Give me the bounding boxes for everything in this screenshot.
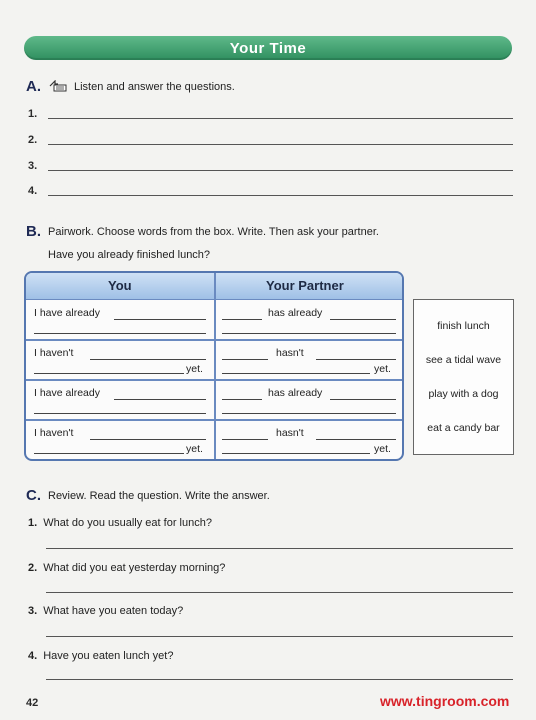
answer-number-4: 4. bbox=[28, 185, 38, 197]
word-box bbox=[413, 299, 514, 455]
answer-line-c1[interactable] bbox=[46, 548, 513, 549]
blank-line[interactable] bbox=[222, 359, 268, 360]
table-cell-partner-2-end: yet. bbox=[374, 363, 391, 375]
question-2 bbox=[28, 562, 225, 574]
word-box-item: play with a dog bbox=[428, 388, 499, 400]
table-cell-you-3: I have already bbox=[34, 387, 100, 399]
column-your-partner: Your Partner bbox=[266, 278, 344, 293]
blank-line[interactable] bbox=[90, 439, 206, 440]
blank-line[interactable] bbox=[330, 399, 396, 400]
blank-line[interactable] bbox=[34, 413, 206, 414]
blank-line[interactable] bbox=[90, 359, 206, 360]
table-cell-you-4-end: yet. bbox=[186, 443, 203, 455]
word-box-item: eat a candy bar bbox=[427, 422, 500, 434]
blank-line[interactable] bbox=[34, 453, 184, 454]
section-b-letter: B. bbox=[26, 223, 41, 240]
section-a-instruction: Listen and answer the questions. bbox=[74, 81, 235, 93]
table-cell-partner-2: hasn't bbox=[276, 347, 304, 359]
section-a-letter: A. bbox=[26, 78, 41, 95]
page-number: 42 bbox=[26, 697, 39, 709]
blank-line[interactable] bbox=[34, 373, 184, 374]
blank-line[interactable] bbox=[222, 399, 262, 400]
question-number: 1. bbox=[28, 517, 38, 529]
question-text: Have you eaten lunch yet? bbox=[43, 650, 174, 662]
audio-cd-icon bbox=[49, 80, 67, 92]
question-text: What did you eat yesterday morning? bbox=[43, 562, 226, 574]
answer-line-c4[interactable] bbox=[46, 679, 513, 680]
pairwork-table bbox=[24, 271, 404, 461]
question-text: What have you eaten today? bbox=[43, 605, 184, 617]
answer-line-1[interactable] bbox=[48, 118, 513, 119]
table-cell-partner-1: has already bbox=[268, 307, 323, 319]
answer-line-3[interactable] bbox=[48, 170, 513, 171]
section-banner bbox=[24, 36, 512, 60]
question-number: 3. bbox=[28, 605, 38, 617]
column-divider bbox=[214, 273, 216, 459]
blank-line[interactable] bbox=[34, 333, 206, 334]
question-number: 2. bbox=[28, 562, 38, 574]
section-c-letter: C. bbox=[26, 487, 41, 504]
blank-line[interactable] bbox=[222, 439, 268, 440]
table-cell-partner-4: hasn't bbox=[276, 427, 304, 439]
question-4 bbox=[28, 650, 173, 662]
answer-number-1: 1. bbox=[28, 108, 38, 120]
section-c-instruction: Review. Read the question. Write the answer. bbox=[48, 490, 270, 502]
question-1 bbox=[28, 517, 212, 529]
word-box-item: finish lunch bbox=[437, 320, 490, 332]
question-number: 4. bbox=[28, 650, 38, 662]
row-divider bbox=[26, 419, 402, 421]
blank-line[interactable] bbox=[222, 413, 396, 414]
blank-line[interactable] bbox=[222, 319, 262, 320]
table-cell-you-2: I haven't bbox=[34, 347, 74, 359]
table-cell-you-2-end: yet. bbox=[186, 363, 203, 375]
row-divider bbox=[26, 379, 402, 381]
question-3 bbox=[28, 605, 183, 617]
answer-line-c2[interactable] bbox=[46, 592, 513, 593]
blank-line[interactable] bbox=[316, 439, 396, 440]
answer-number-2: 2. bbox=[28, 134, 38, 146]
blank-line[interactable] bbox=[114, 399, 206, 400]
section-b-instruction: Pairwork. Choose words from the box. Write. Then ask your partner. bbox=[48, 226, 379, 238]
blank-line[interactable] bbox=[330, 319, 396, 320]
table-cell-partner-4-end: yet. bbox=[374, 443, 391, 455]
table-cell-you-4: I haven't bbox=[34, 427, 74, 439]
word-box-item: see a tidal wave bbox=[425, 354, 502, 366]
blank-line[interactable] bbox=[222, 373, 370, 374]
watermark: www.tingroom.com bbox=[380, 693, 510, 709]
table-cell-you-1: I have already bbox=[34, 307, 100, 319]
table-cell-partner-3: has already bbox=[268, 387, 323, 399]
row-divider bbox=[26, 339, 402, 341]
blank-line[interactable] bbox=[222, 453, 370, 454]
answer-number-3: 3. bbox=[28, 160, 38, 172]
section-b-prompt: Have you already finished lunch? bbox=[48, 249, 211, 261]
column-you: You bbox=[108, 278, 132, 293]
blank-line[interactable] bbox=[316, 359, 396, 360]
answer-line-4[interactable] bbox=[48, 195, 513, 196]
answer-line-2[interactable] bbox=[48, 144, 513, 145]
blank-line[interactable] bbox=[114, 319, 206, 320]
blank-line[interactable] bbox=[222, 333, 396, 334]
question-text: What do you usually eat for lunch? bbox=[43, 517, 212, 529]
answer-line-c3[interactable] bbox=[46, 636, 513, 637]
banner-title: Your Time bbox=[229, 39, 307, 57]
